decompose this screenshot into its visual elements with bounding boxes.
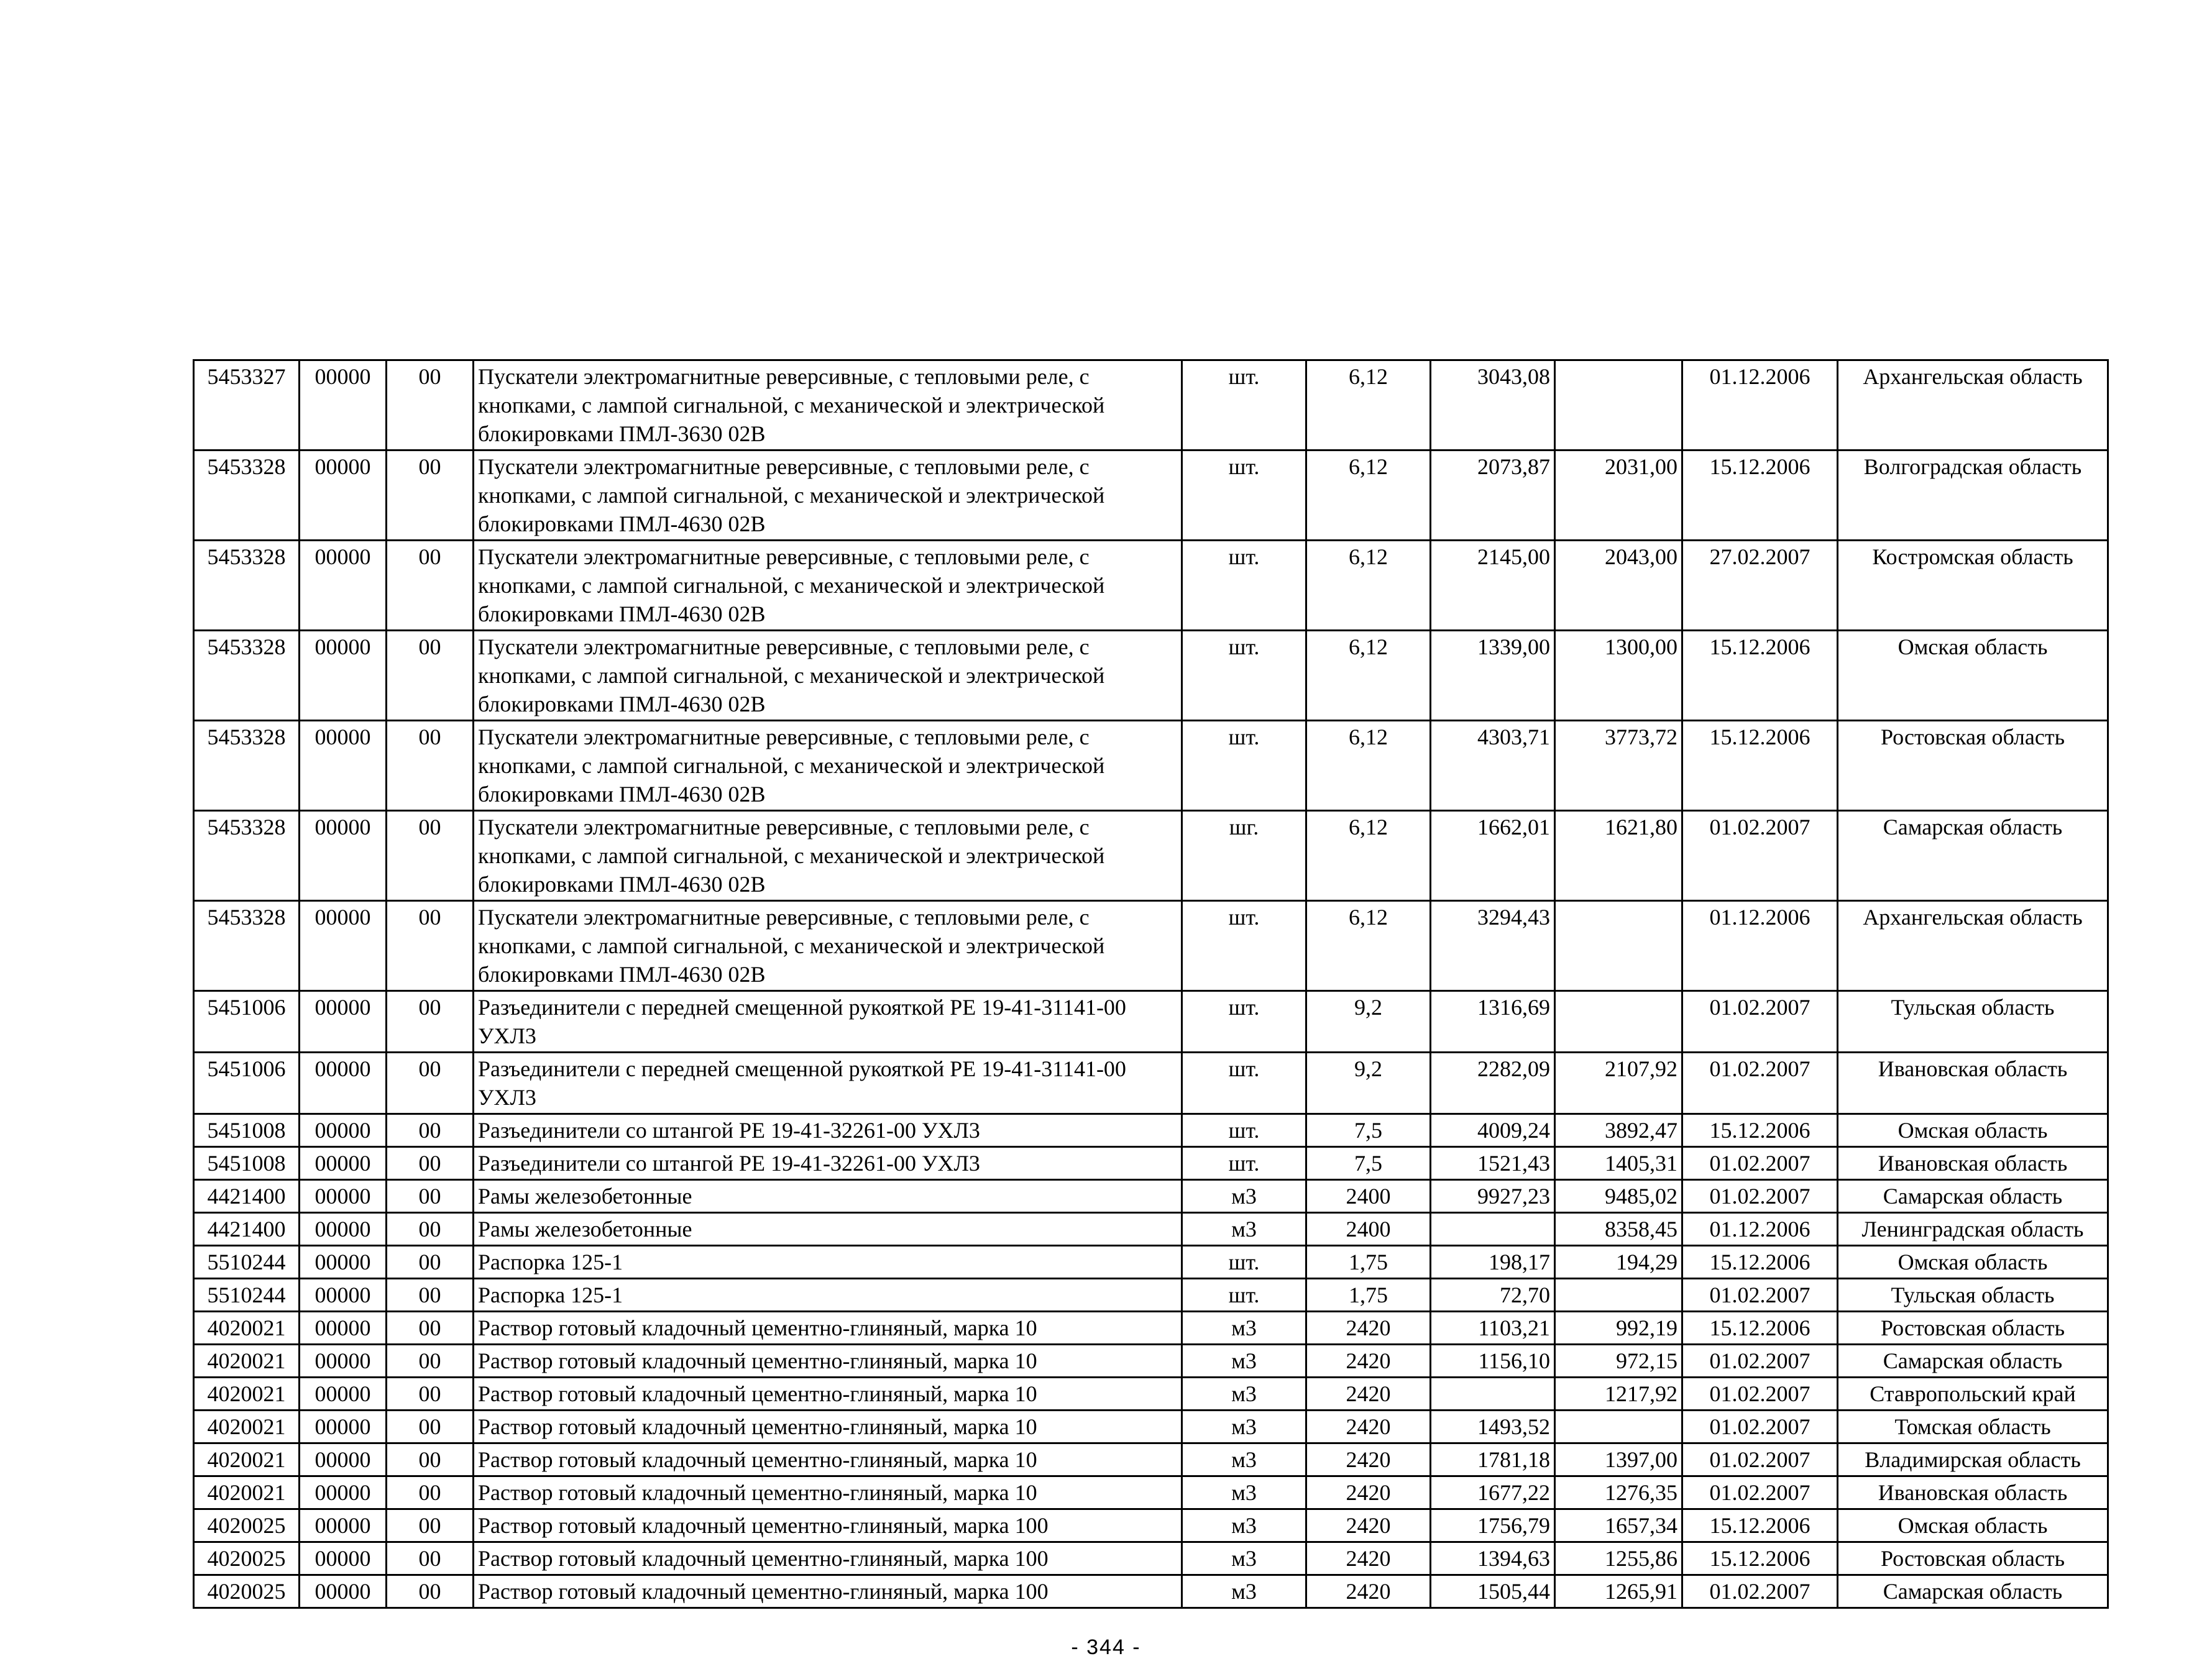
region-cell: Ставропольский край [1838,1378,2108,1411]
price-2-cell: 194,29 [1555,1246,1682,1279]
rate-cell: 2400 [1306,1213,1431,1246]
price-1-cell: 1339,00 [1431,631,1555,721]
region-cell: Ивановская область [1838,1053,2108,1114]
subcode-cell: 00000 [300,1411,387,1443]
unit-cell: м3 [1182,1575,1306,1608]
region-cell: Тульская область [1838,1279,2108,1312]
resource-code-cell: 4020021 [194,1378,300,1411]
rate-cell: 2420 [1306,1443,1431,1476]
subcode-cell: 00000 [300,1345,387,1378]
price-2-cell: 2107,92 [1555,1053,1682,1114]
subcode-cell: 00000 [300,1509,387,1542]
description-cell: Раствор готовый кладочный цементно-глиняный, марка 10 [474,1443,1182,1476]
description-cell: Рамы железобетонные [474,1180,1182,1213]
description-cell: Пускатели электромагнитные реверсивные, с тепловыми реле, с кнопками, с лампой сигнальной, с механической и электрической блокировками ПМЛ-4630 02В [474,451,1182,541]
unit-cell: шт. [1182,631,1306,721]
description-cell: Пускатели электромагнитные реверсивные, с тепловыми реле, с кнопками, с лампой сигнальной, с механической и электрической блокировками ПМЛ-4630 02В [474,811,1182,901]
rate-cell: 1,75 [1306,1246,1431,1279]
description-cell: Раствор готовый кладочный цементно-глиняный, марка 100 [474,1509,1182,1542]
subcode-cell: 00000 [300,541,387,631]
resource-code-cell: 5453328 [194,721,300,811]
rate-cell: 6,12 [1306,541,1431,631]
price-1-cell: 2282,09 [1431,1053,1555,1114]
subcode-cell: 00000 [300,451,387,541]
date-cell: 15.12.2006 [1682,451,1838,541]
table-row [194,1246,2108,1279]
region-cell: Архангельская область [1838,360,2108,451]
rate-cell: 2420 [1306,1411,1431,1443]
subcode-cell: 00000 [300,1542,387,1575]
price-2-cell: 3773,72 [1555,721,1682,811]
date-cell: 01.02.2007 [1682,811,1838,901]
suffix-cell: 00 [387,1279,474,1312]
date-cell: 01.02.2007 [1682,1147,1838,1180]
resource-code-cell: 5453328 [194,811,300,901]
date-cell: 01.02.2007 [1682,1443,1838,1476]
date-cell: 01.12.2006 [1682,901,1838,991]
resource-code-cell: 4020021 [194,1476,300,1509]
unit-cell: м3 [1182,1411,1306,1443]
unit-cell: шг. [1182,811,1306,901]
description-cell: Раствор готовый кладочный цементно-глиняный, марка 10 [474,1345,1182,1378]
table-row [194,1213,2108,1246]
date-cell: 15.12.2006 [1682,1246,1838,1279]
price-1-cell: 198,17 [1431,1246,1555,1279]
rate-cell: 2420 [1306,1476,1431,1509]
resource-code-cell: 4020021 [194,1411,300,1443]
unit-cell: м3 [1182,1180,1306,1213]
unit-cell: м3 [1182,1345,1306,1378]
date-cell: 27.02.2007 [1682,541,1838,631]
price-2-cell: 9485,02 [1555,1180,1682,1213]
rate-cell: 9,2 [1306,991,1431,1053]
suffix-cell: 00 [387,1312,474,1345]
date-cell: 01.02.2007 [1682,1279,1838,1312]
suffix-cell: 00 [387,1114,474,1147]
unit-cell: шт. [1182,1114,1306,1147]
region-cell: Ростовская область [1838,1312,2108,1345]
date-cell: 01.02.2007 [1682,1575,1838,1608]
subcode-cell: 00000 [300,1575,387,1608]
price-2-cell: 1397,00 [1555,1443,1682,1476]
rate-cell: 9,2 [1306,1053,1431,1114]
description-cell: Разъединители с передней смещенной рукояткой РЕ 19-41-31141-00 УХЛ3 [474,991,1182,1053]
rate-cell: 2400 [1306,1180,1431,1213]
region-cell: Ивановская область [1838,1476,2108,1509]
date-cell: 01.02.2007 [1682,1378,1838,1411]
unit-cell: шт. [1182,901,1306,991]
date-cell: 15.12.2006 [1682,1312,1838,1345]
unit-cell: шт. [1182,991,1306,1053]
suffix-cell: 00 [387,811,474,901]
rate-cell: 6,12 [1306,360,1431,451]
region-cell: Тульская область [1838,991,2108,1053]
description-cell: Разъединители со штангой РЕ 19-41-32261-00 УХЛ3 [474,1147,1182,1180]
price-1-cell: 4303,71 [1431,721,1555,811]
resource-code-cell: 5451008 [194,1114,300,1147]
table-row [194,1312,2108,1345]
resource-code-cell: 5510244 [194,1279,300,1312]
price-2-cell: 3892,47 [1555,1114,1682,1147]
rate-cell: 7,5 [1306,1147,1431,1180]
description-cell: Распорка 125-1 [474,1279,1182,1312]
rate-cell: 6,12 [1306,631,1431,721]
date-cell: 15.12.2006 [1682,1114,1838,1147]
unit-cell: шт. [1182,721,1306,811]
price-1-cell: 1662,01 [1431,811,1555,901]
resource-code-cell: 4421400 [194,1180,300,1213]
subcode-cell: 00000 [300,1378,387,1411]
suffix-cell: 00 [387,1443,474,1476]
subcode-cell: 00000 [300,360,387,451]
description-cell: Раствор готовый кладочный цементно-глиняный, марка 10 [474,1411,1182,1443]
subcode-cell: 00000 [300,1053,387,1114]
price-1-cell: 2073,87 [1431,451,1555,541]
price-1-cell [1431,1378,1555,1411]
table-row [194,1378,2108,1411]
page-number: - 344 - [1071,1635,1141,1659]
table-row [194,721,2108,811]
region-cell: Омская область [1838,1114,2108,1147]
unit-cell: шт. [1182,1279,1306,1312]
unit-cell: шт. [1182,541,1306,631]
unit-cell: м3 [1182,1476,1306,1509]
suffix-cell: 00 [387,1411,474,1443]
description-cell: Раствор готовый кладочный цементно-глиняный, марка 100 [474,1575,1182,1608]
rate-cell: 6,12 [1306,811,1431,901]
resource-code-cell: 4020021 [194,1312,300,1345]
rate-cell: 2420 [1306,1312,1431,1345]
unit-cell: м3 [1182,1542,1306,1575]
suffix-cell: 00 [387,1053,474,1114]
subcode-cell: 00000 [300,901,387,991]
rate-cell: 2420 [1306,1345,1431,1378]
table-row [194,1345,2108,1378]
resource-code-cell: 4020021 [194,1443,300,1476]
rate-cell: 2420 [1306,1378,1431,1411]
unit-cell: м3 [1182,1213,1306,1246]
suffix-cell: 00 [387,1180,474,1213]
price-table-container [193,359,2107,1609]
resource-code-cell: 5451008 [194,1147,300,1180]
subcode-cell: 00000 [300,811,387,901]
rate-cell: 6,12 [1306,451,1431,541]
price-1-cell: 2145,00 [1431,541,1555,631]
subcode-cell: 00000 [300,721,387,811]
suffix-cell: 00 [387,1345,474,1378]
description-cell: Раствор готовый кладочный цементно-глиняный, марка 10 [474,1312,1182,1345]
description-cell: Распорка 125-1 [474,1246,1182,1279]
table-row [194,1147,2108,1180]
region-cell: Костромская область [1838,541,2108,631]
price-1-cell: 1103,21 [1431,1312,1555,1345]
price-2-cell: 1217,92 [1555,1378,1682,1411]
table-row [194,451,2108,541]
price-2-cell: 1657,34 [1555,1509,1682,1542]
suffix-cell: 00 [387,1147,474,1180]
region-cell: Архангельская область [1838,901,2108,991]
table-row [194,1542,2108,1575]
region-cell: Самарская область [1838,811,2108,901]
unit-cell: м3 [1182,1443,1306,1476]
table-body [194,360,2108,1608]
region-cell: Самарская область [1838,1180,2108,1213]
rate-cell: 6,12 [1306,901,1431,991]
date-cell: 01.02.2007 [1682,1053,1838,1114]
table-row [194,541,2108,631]
table-row [194,1575,2108,1608]
suffix-cell: 00 [387,1509,474,1542]
suffix-cell: 00 [387,1542,474,1575]
region-cell: Омская область [1838,1246,2108,1279]
description-cell: Пускатели электромагнитные реверсивные, с тепловыми реле, с кнопками, с лампой сигнальной, с механической и электрической блокировками ПМЛ-4630 02В [474,631,1182,721]
resource-code-cell: 5453328 [194,631,300,721]
subcode-cell: 00000 [300,1147,387,1180]
price-2-cell: 1621,80 [1555,811,1682,901]
unit-cell: шт. [1182,1053,1306,1114]
table-row [194,1053,2108,1114]
price-table [193,359,2109,1609]
rate-cell: 1,75 [1306,1279,1431,1312]
price-2-cell: 8358,45 [1555,1213,1682,1246]
suffix-cell: 00 [387,631,474,721]
price-1-cell: 1505,44 [1431,1575,1555,1608]
table-row [194,1476,2108,1509]
price-2-cell: 1265,91 [1555,1575,1682,1608]
unit-cell: шт. [1182,1246,1306,1279]
region-cell: Самарская область [1838,1345,2108,1378]
region-cell: Владимирская область [1838,1443,2108,1476]
date-cell: 01.12.2006 [1682,360,1838,451]
unit-cell: м3 [1182,1378,1306,1411]
price-2-cell: 1405,31 [1555,1147,1682,1180]
region-cell: Ленинградская область [1838,1213,2108,1246]
date-cell: 01.12.2006 [1682,1213,1838,1246]
table-row [194,1114,2108,1147]
description-cell: Раствор готовый кладочный цементно-глиняный, марка 100 [474,1542,1182,1575]
rate-cell: 6,12 [1306,721,1431,811]
price-2-cell: 2031,00 [1555,451,1682,541]
unit-cell: шт. [1182,360,1306,451]
price-1-cell: 3294,43 [1431,901,1555,991]
rate-cell: 7,5 [1306,1114,1431,1147]
subcode-cell: 00000 [300,1180,387,1213]
date-cell: 01.02.2007 [1682,1476,1838,1509]
suffix-cell: 00 [387,1476,474,1509]
description-cell: Раствор готовый кладочный цементно-глиняный, марка 10 [474,1476,1182,1509]
date-cell: 01.02.2007 [1682,1345,1838,1378]
price-1-cell: 72,70 [1431,1279,1555,1312]
suffix-cell: 00 [387,360,474,451]
price-2-cell: 1276,35 [1555,1476,1682,1509]
price-2-cell: 1300,00 [1555,631,1682,721]
subcode-cell: 00000 [300,1443,387,1476]
resource-code-cell: 5453328 [194,901,300,991]
suffix-cell: 00 [387,541,474,631]
price-1-cell: 3043,08 [1431,360,1555,451]
resource-code-cell: 5510244 [194,1246,300,1279]
table-row [194,1443,2108,1476]
region-cell: Томская область [1838,1411,2108,1443]
region-cell: Ивановская область [1838,1147,2108,1180]
resource-code-cell: 4020025 [194,1509,300,1542]
region-cell: Омская область [1838,1509,2108,1542]
rate-cell: 2420 [1306,1575,1431,1608]
price-1-cell: 1493,52 [1431,1411,1555,1443]
suffix-cell: 00 [387,721,474,811]
date-cell: 01.02.2007 [1682,991,1838,1053]
suffix-cell: 00 [387,1575,474,1608]
subcode-cell: 00000 [300,1279,387,1312]
description-cell: Раствор готовый кладочный цементно-глиняный, марка 10 [474,1378,1182,1411]
region-cell: Волгоградская область [1838,451,2108,541]
rate-cell: 2420 [1306,1542,1431,1575]
table-row [194,901,2108,991]
price-1-cell: 1156,10 [1431,1345,1555,1378]
date-cell: 15.12.2006 [1682,721,1838,811]
region-cell: Ростовская область [1838,1542,2108,1575]
price-2-cell [1555,901,1682,991]
table-row [194,360,2108,451]
price-1-cell: 1521,43 [1431,1147,1555,1180]
resource-code-cell: 4020021 [194,1345,300,1378]
price-2-cell: 972,15 [1555,1345,1682,1378]
date-cell: 01.02.2007 [1682,1411,1838,1443]
price-1-cell: 9927,23 [1431,1180,1555,1213]
price-1-cell: 1756,79 [1431,1509,1555,1542]
price-2-cell [1555,1279,1682,1312]
price-2-cell: 992,19 [1555,1312,1682,1345]
description-cell: Пускатели электромагнитные реверсивные, с тепловыми реле, с кнопками, с лампой сигнальной, с механической и электрической блокировками ПМЛ-4630 02В [474,721,1182,811]
price-1-cell: 1677,22 [1431,1476,1555,1509]
resource-code-cell: 5451006 [194,1053,300,1114]
suffix-cell: 00 [387,1378,474,1411]
price-2-cell [1555,360,1682,451]
price-2-cell: 2043,00 [1555,541,1682,631]
price-2-cell [1555,991,1682,1053]
price-1-cell: 1394,63 [1431,1542,1555,1575]
suffix-cell: 00 [387,1213,474,1246]
price-1-cell [1431,1213,1555,1246]
subcode-cell: 00000 [300,1114,387,1147]
description-cell: Разъединители с передней смещенной рукояткой РЕ 19-41-31141-00 УХЛ3 [474,1053,1182,1114]
date-cell: 01.02.2007 [1682,1180,1838,1213]
subcode-cell: 00000 [300,631,387,721]
resource-code-cell: 5453328 [194,451,300,541]
resource-code-cell: 5453328 [194,541,300,631]
resource-code-cell: 4421400 [194,1213,300,1246]
description-cell: Пускатели электромагнитные реверсивные, с тепловыми реле, с кнопками, с лампой сигнальной, с механической и электрической блокировками ПМЛ-4630 02В [474,901,1182,991]
price-1-cell: 1316,69 [1431,991,1555,1053]
price-1-cell: 1781,18 [1431,1443,1555,1476]
resource-code-cell: 4020025 [194,1575,300,1608]
description-cell: Пускатели электромагнитные реверсивные, с тепловыми реле, с кнопками, с лампой сигнальной, с механической и электрической блокировками ПМЛ-4630 02В [474,541,1182,631]
region-cell: Ростовская область [1838,721,2108,811]
suffix-cell: 00 [387,901,474,991]
table-row [194,991,2108,1053]
resource-code-cell: 4020025 [194,1542,300,1575]
price-2-cell [1555,1411,1682,1443]
unit-cell: шт. [1182,451,1306,541]
resource-code-cell: 5451006 [194,991,300,1053]
date-cell: 15.12.2006 [1682,631,1838,721]
subcode-cell: 00000 [300,1476,387,1509]
subcode-cell: 00000 [300,1213,387,1246]
unit-cell: шт. [1182,1147,1306,1180]
price-1-cell: 4009,24 [1431,1114,1555,1147]
suffix-cell: 00 [387,451,474,541]
subcode-cell: 00000 [300,991,387,1053]
unit-cell: м3 [1182,1312,1306,1345]
suffix-cell: 00 [387,991,474,1053]
subcode-cell: 00000 [300,1312,387,1345]
resource-code-cell: 5453327 [194,360,300,451]
table-row [194,1411,2108,1443]
date-cell: 15.12.2006 [1682,1509,1838,1542]
table-row [194,811,2108,901]
region-cell: Омская область [1838,631,2108,721]
region-cell: Самарская область [1838,1575,2108,1608]
subcode-cell: 00000 [300,1246,387,1279]
description-cell: Рамы железобетонные [474,1213,1182,1246]
description-cell: Пускатели электромагнитные реверсивные, с тепловыми реле, с кнопками, с лампой сигнальной, с механической и электрической блокировками ПМЛ-3630 02В [474,360,1182,451]
date-cell: 15.12.2006 [1682,1542,1838,1575]
table-row [194,1509,2108,1542]
table-row [194,1279,2108,1312]
price-2-cell: 1255,86 [1555,1542,1682,1575]
description-cell: Разъединители со штангой РЕ 19-41-32261-00 УХЛ3 [474,1114,1182,1147]
rate-cell: 2420 [1306,1509,1431,1542]
suffix-cell: 00 [387,1246,474,1279]
table-row [194,631,2108,721]
unit-cell: м3 [1182,1509,1306,1542]
table-row [194,1180,2108,1213]
